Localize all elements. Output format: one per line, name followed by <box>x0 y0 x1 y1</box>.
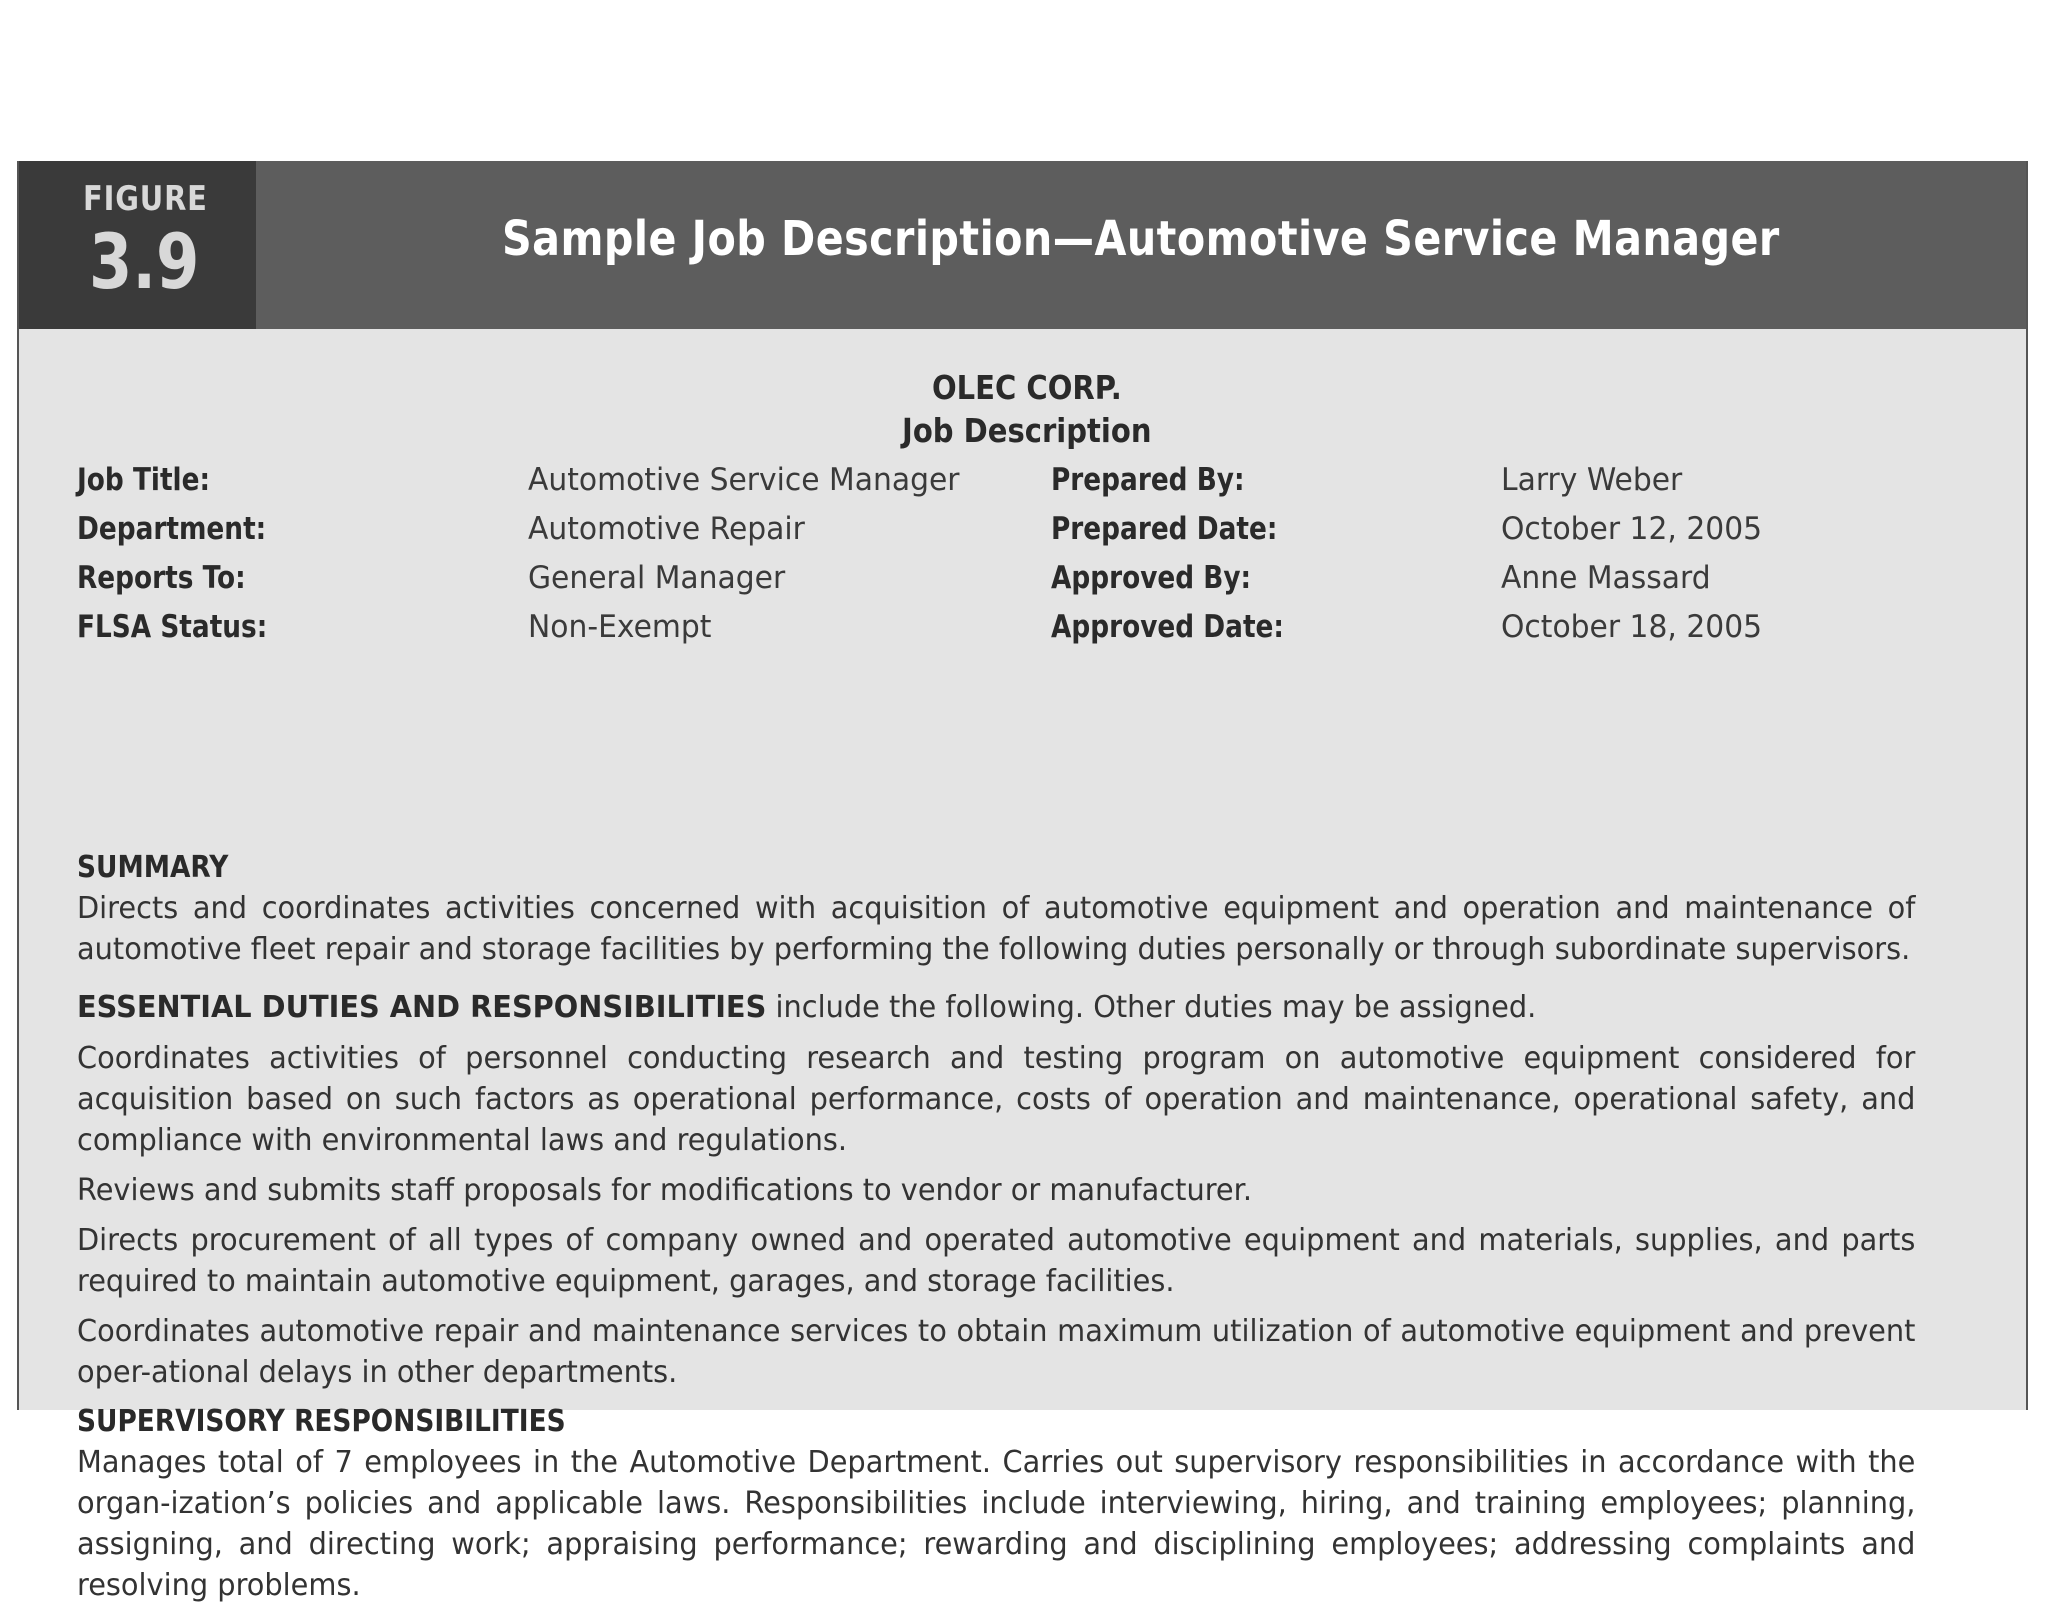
duties-intro <box>77 987 1915 1028</box>
figure-title-text: Sample Job Description—Automotive Service Manager <box>502 211 1780 267</box>
duties-heading: ESSENTIAL DUTIES AND RESPONSIBILITIES <box>77 990 767 1025</box>
meta-label: Prepared Date: <box>1051 511 1278 547</box>
company-name: OLEC CORP. <box>932 368 1122 407</box>
meta-value: General Manager <box>528 560 786 596</box>
meta-label: Department: <box>77 511 267 547</box>
duty-item <box>77 1170 1977 1211</box>
meta-label: Approved Date: <box>1051 609 1284 645</box>
supervisory-heading: SUPERVISORY RESPONSIBILITIES <box>77 1404 566 1439</box>
figure-label: FIGURE <box>83 179 208 219</box>
meta-row <box>77 462 1977 511</box>
figure-header <box>19 161 2026 329</box>
job-meta-table <box>77 462 1977 662</box>
meta-row <box>77 560 1977 609</box>
summary-heading: SUMMARY <box>77 850 229 885</box>
meta-value: Automotive Service Manager <box>528 462 960 498</box>
meta-value: Larry Weber <box>1501 462 1683 498</box>
meta-row <box>77 511 1977 560</box>
supervisory-section <box>77 1404 1977 1606</box>
meta-label: Reports To: <box>77 560 246 596</box>
duties-heading-suffix: include the following. Other duties may be assigned. <box>766 990 1537 1025</box>
meta-value: Automotive Repair <box>528 511 805 547</box>
document-body <box>77 366 1977 1603</box>
duty-text: Coordinates automotive repair and maintenance services to obtain maximum utilization of automotive equipment and prevent oper-ational delays in other departments. <box>77 1314 1916 1390</box>
meta-value: Non-Exempt <box>528 609 712 645</box>
figure-number: 3.9 <box>89 217 200 306</box>
meta-value: October 12, 2005 <box>1501 511 1763 547</box>
figure-panel <box>17 161 2028 1603</box>
summary-text: Directs and coordinates activities concerned with acquisition of automotive equipment and operation and maintenance of automotive fleet repair and storage facilities by performing the following duties personally or through subordinate supervisors. <box>77 891 1916 967</box>
figure-label-box <box>19 161 256 329</box>
meta-value: Anne Massard <box>1501 560 1711 596</box>
company-heading <box>77 366 1977 452</box>
duty-item <box>77 1220 1977 1302</box>
figure-title <box>256 211 2026 267</box>
duty-item <box>77 1311 1977 1393</box>
duty-text: Reviews and submits staff proposals for modifications to vendor or manufacturer. <box>77 1173 1252 1208</box>
meta-label: Job Title: <box>77 462 210 498</box>
duties-section <box>77 987 1977 1028</box>
meta-row <box>77 609 1977 658</box>
document-type: Job Description <box>902 411 1152 450</box>
meta-value: October 18, 2005 <box>1501 609 1763 645</box>
duty-text: Coordinates activities of personnel conducting research and testing program on automotive equipment considered for acquisition based on such factors as operational performance, costs of operation and maintenance, operational safety, and compliance with environmental laws and regulations. <box>77 1041 1916 1158</box>
meta-label: FLSA Status: <box>77 609 268 645</box>
supervisory-text: Manages total of 7 employees in the Automotive Department. Carries out supervisory responsibilities in accordance with the organ-ization’s policies and applicable laws. Responsibilities include interviewing, hiring, and training employees; planning, assigning, and directing work; appraising performance; rewarding and disciplining employees; addressing complaints and resolving problems. <box>77 1445 1916 1603</box>
meta-label: Approved By: <box>1051 560 1252 596</box>
meta-label: Prepared By: <box>1051 462 1245 498</box>
duty-text: Directs procurement of all types of company owned and operated automotive equipment and materials, supplies, and parts required to maintain automotive equipment, garages, and storage facilities. <box>77 1223 1916 1299</box>
summary-section <box>77 850 1977 970</box>
duty-item <box>77 1038 1977 1161</box>
